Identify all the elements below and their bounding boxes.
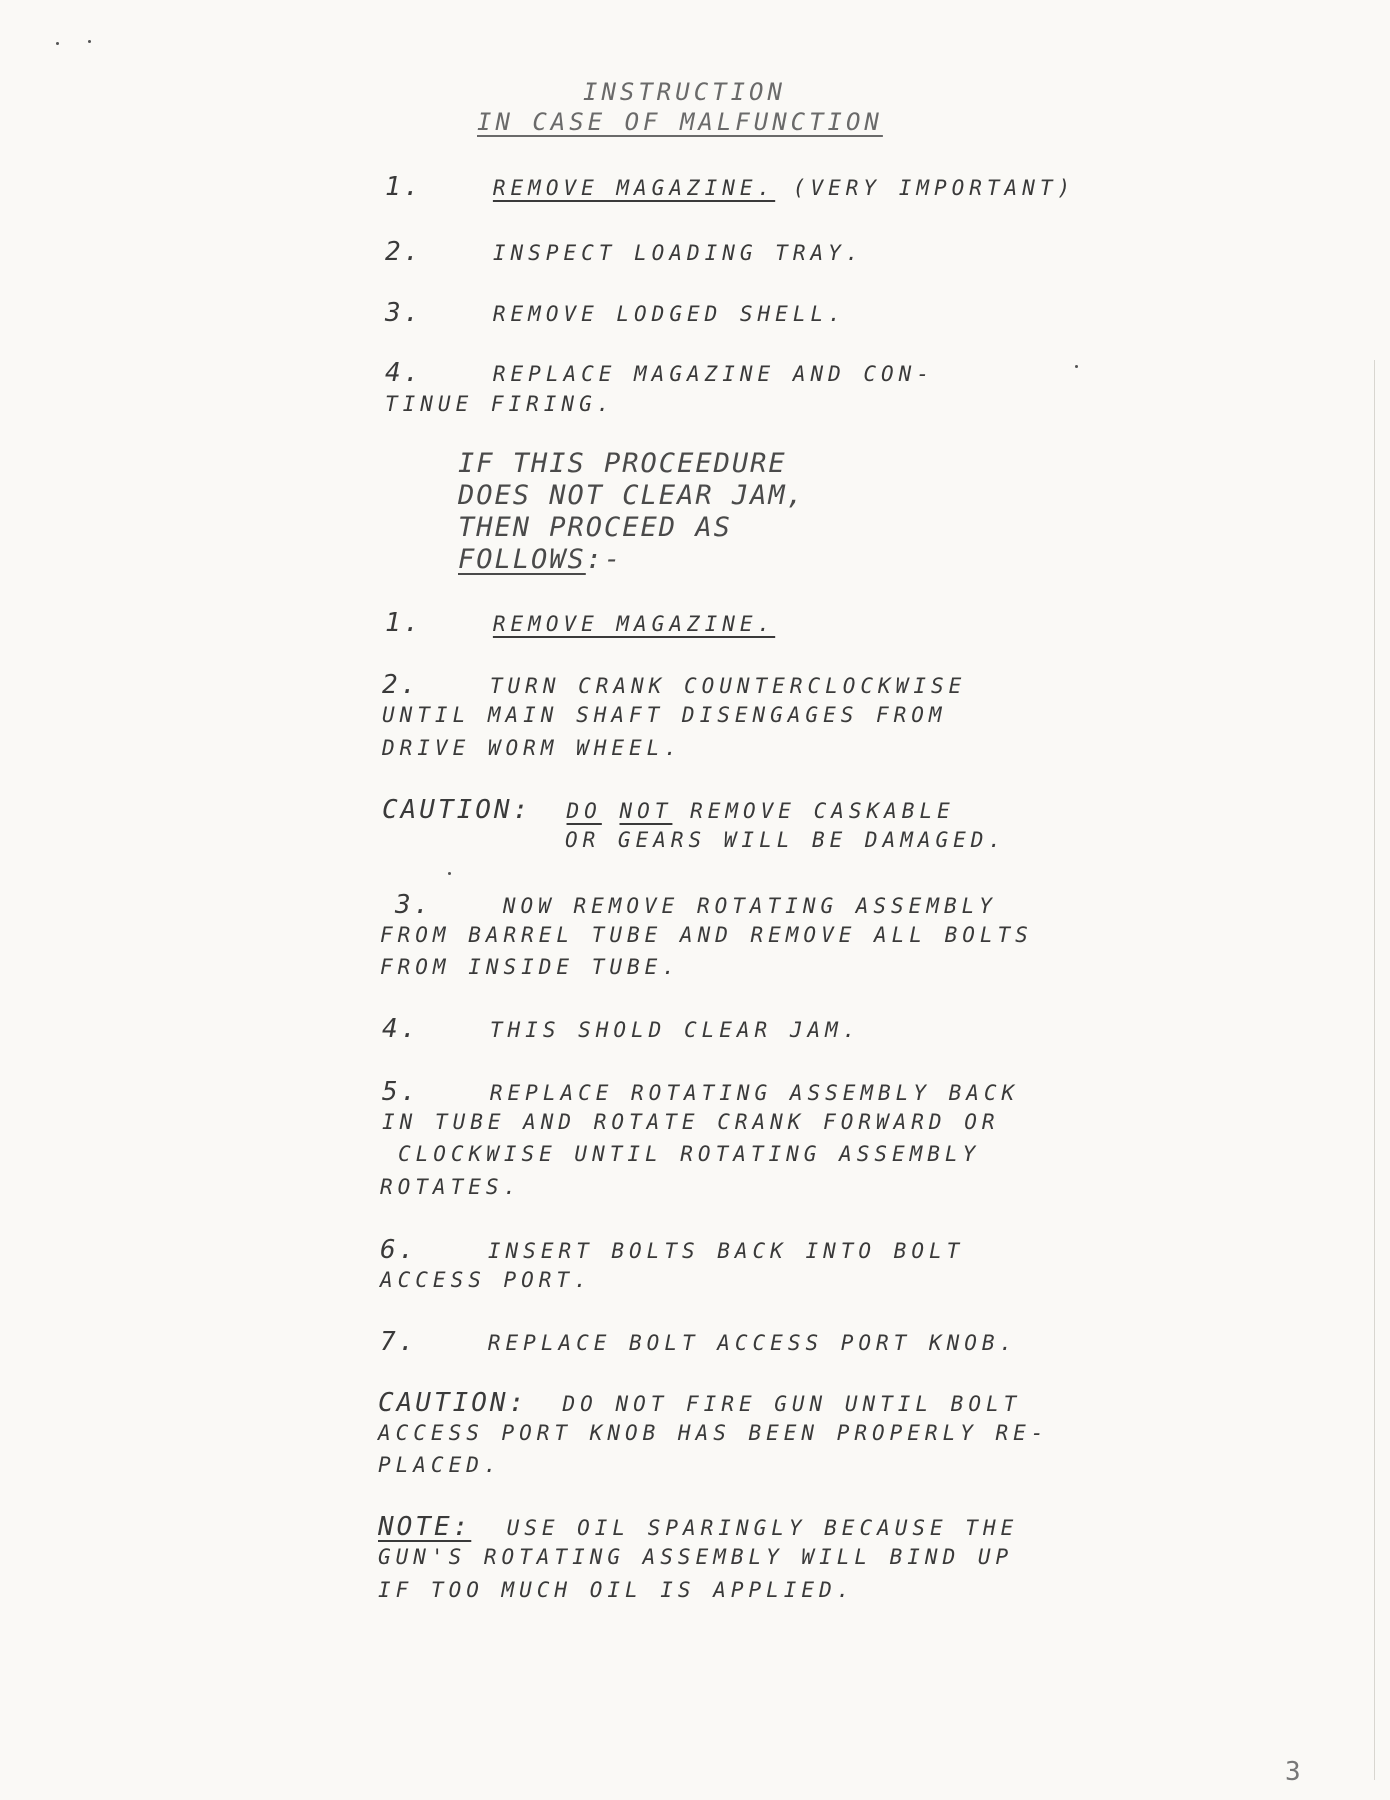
caution-text: DO NOT FIRE GUN UNTIL BOLT: [562, 1392, 1022, 1416]
step-number: 3.: [395, 890, 433, 920]
step-a3: [385, 298, 846, 328]
step-text: REPLACE BOLT ACCESS PORT KNOB.: [487, 1331, 1018, 1355]
caution-1: [382, 795, 955, 825]
caution-2-line2: ACCESS PORT KNOB HAS BEEN PROPERLY RE-: [378, 1421, 1049, 1445]
caution-text: REMOVE CASKABLE: [690, 799, 955, 823]
procedure-note-tail: :-: [585, 544, 623, 575]
procedure-note-line: DOES NOT CLEAR JAM,: [458, 480, 805, 511]
procedure-note-line: IF THIS PROCEEDURE: [458, 448, 787, 479]
step-number: 1.: [385, 172, 423, 202]
step-text: REMOVE MAGAZINE.: [492, 612, 776, 636]
step-text: NOW REMOVE ROTATING ASSEMBLY: [502, 894, 997, 918]
step-text: INSPECT LOADING TRAY.: [492, 241, 864, 265]
scan-mark: [56, 42, 59, 45]
step-b3-line3: FROM INSIDE TUBE.: [380, 955, 680, 979]
note-label: NOTE:: [378, 1512, 472, 1542]
step-b1: [385, 608, 775, 638]
scan-mark: [88, 40, 91, 43]
step-b3: [395, 890, 997, 920]
step-b5-line2: IN TUBE AND ROTATE CRANK FORWARD OR: [382, 1110, 1000, 1134]
caution-2: [378, 1388, 1021, 1418]
step-number: 1.: [385, 608, 423, 638]
step-number: 4.: [382, 1014, 420, 1044]
step-text: REPLACE MAGAZINE AND CON-: [492, 362, 934, 386]
scan-mark: [1075, 365, 1078, 368]
caution-not: NOT: [619, 799, 673, 823]
step-text: INSERT BOLTS BACK INTO BOLT: [487, 1239, 965, 1263]
step-a2: [385, 237, 863, 267]
step-b6: [380, 1235, 964, 1265]
procedure-note-follows: FOLLOWS: [458, 544, 586, 575]
page-edge-line: [1374, 360, 1375, 1780]
step-b2-line2: UNTIL MAIN SHAFT DISENGAGES FROM: [382, 703, 947, 727]
step-a4: [385, 358, 934, 388]
procedure-note-line: [458, 544, 622, 575]
step-a4-continued: TINUE FIRING.: [385, 392, 615, 416]
step-number: 3.: [385, 298, 423, 328]
document-subtitle: IN CASE OF MALFUNCTION: [477, 108, 883, 136]
step-b5: [382, 1077, 1019, 1107]
step-number: 2.: [385, 237, 423, 267]
procedure-note-line: THEN PROCEED AS: [458, 512, 732, 543]
document-title: INSTRUCTION: [583, 78, 786, 106]
step-number: 7.: [380, 1327, 418, 1357]
step-b2-line3: DRIVE WORM WHEEL.: [382, 736, 682, 760]
caution-2-line3: PLACED.: [378, 1453, 502, 1477]
scan-mark: [448, 872, 451, 875]
step-text: THIS SHOLD CLEAR JAM.: [489, 1018, 861, 1042]
note-line3: IF TOO MUCH OIL IS APPLIED.: [378, 1578, 855, 1602]
step-b7: [380, 1327, 1017, 1357]
step-number: 6.: [380, 1235, 418, 1265]
step-b4: [382, 1014, 860, 1044]
step-note: (VERY IMPORTANT): [792, 176, 1076, 200]
caution-label: CAUTION:: [378, 1388, 528, 1418]
note-text: USE OIL SPARINGLY BECAUSE THE: [506, 1516, 1019, 1540]
step-number: 4.: [385, 358, 423, 388]
step-number: 5.: [382, 1077, 420, 1107]
step-text: REMOVE LODGED SHELL.: [492, 302, 846, 326]
note-line2: GUN'S ROTATING ASSEMBLY WILL BIND UP: [378, 1545, 1014, 1569]
step-text: TURN CRANK COUNTERCLOCKWISE: [489, 674, 967, 698]
caution-do: DO: [566, 799, 602, 823]
note: [378, 1512, 1018, 1542]
caution-label: CAUTION:: [382, 795, 532, 825]
step-b5-line3: CLOCKWISE UNTIL ROTATING ASSEMBLY: [398, 1142, 981, 1166]
step-b2: [382, 670, 966, 700]
step-text: REMOVE MAGAZINE.: [492, 176, 776, 200]
page-number: 3: [1285, 1757, 1301, 1787]
step-b6-line2: ACCESS PORT.: [380, 1268, 592, 1292]
step-number: 2.: [382, 670, 420, 700]
step-a1: [385, 172, 1075, 202]
step-text: REPLACE ROTATING ASSEMBLY BACK: [489, 1081, 1020, 1105]
step-b3-line2: FROM BARREL TUBE AND REMOVE ALL BOLTS: [380, 923, 1033, 947]
caution-1-line2: OR GEARS WILL BE DAMAGED.: [565, 828, 1007, 852]
step-b5-line4: ROTATES.: [380, 1175, 522, 1199]
